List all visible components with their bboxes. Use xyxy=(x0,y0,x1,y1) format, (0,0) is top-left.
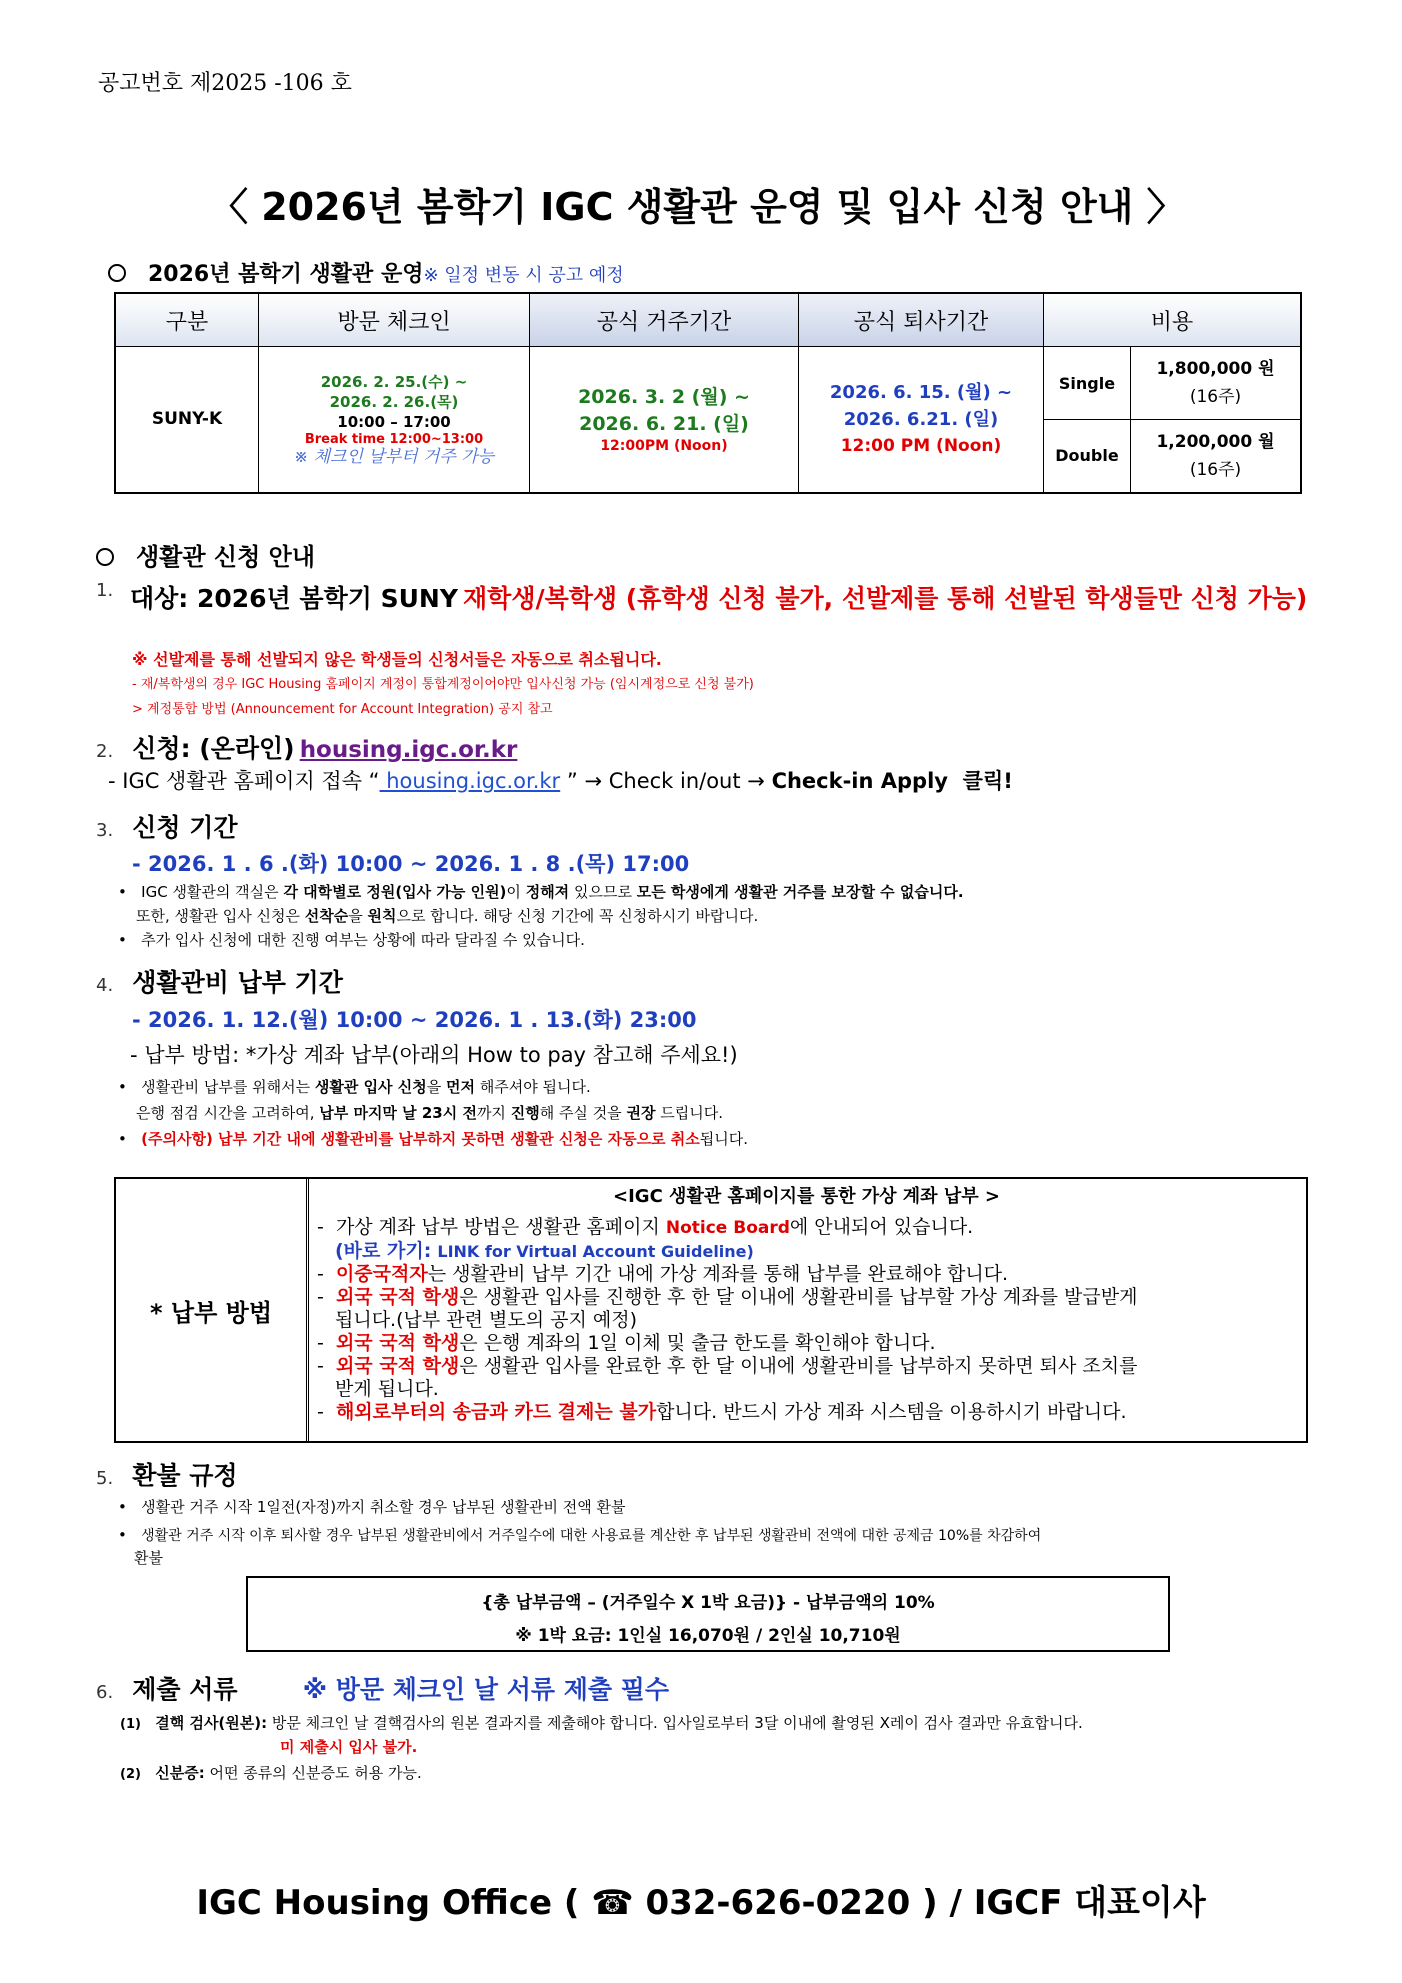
housing-url-link[interactable]: housing.igc.or.kr xyxy=(299,737,518,763)
refund-formula: {총 납부금액 – (거주일수 X 1박 요금)} - 납부금액의 10% xyxy=(481,1593,935,1613)
payment-method-details: <IGC 생활관 홈페이지를 통한 가상 계좌 납부 > - 가상 계좌 납부 방법은 생활관 홈페이지 Notice Board에 안내되어 있습니다. (바로 가기: LINK for Virtual Account Guideline) - 이중국적자는 생활관비 납부 기간 내에 가상 계좌를 통해 납부를 완료해야 합니다. - 외국 국적 학생은 생활관 입사를 진행한 후 한 달 이내에 생활관비를 납부할 가상 계좌를 발급받게 됩니다.(납부 관련 별도의 공지 예정) - 외국 국적 학생은 은행 계좌의 1일 이체 및 출금 한도를 확인해야 합니다. - 외국 국적 학생은 생활관 입사를 완료한 후 한 달 이내에 생활관비를 납부하지 못하면 퇴사 조치를 받게 됩니다. - 해외로부터의 송금과 카드 결제는 불가합니다. 반드시 가상 계좌 시스템을 이용하시기 바랍니다. xyxy=(317,1186,1138,1423)
documents-list: (1) 결핵 검사(원본): 방문 체크인 날 결핵검사의 원본 결과지를 제출해야 합니다. 입사일로부터 3달 이내에 촬영된 X레이 검사 결과만 유효합니다. 미 제출시 입사 불가. (2) 신분증: 어떤 종류의 신분증도 허용 가능. xyxy=(120,1714,1083,1782)
single-price-cell: 1,800,000 원 (16주) xyxy=(1131,347,1302,420)
residence-cell: 2026. 3. 2 (월) ~ 2026. 6. 21. (일) 12:00PM (Noon) xyxy=(530,347,799,493)
notice-number: 공고번호 제2025 -106 호 xyxy=(98,71,352,96)
item-documents: 6. 제출 서류 ※ 방문 체크인 날 서류 제출 필수 xyxy=(96,1675,670,1704)
payment-bullets: • 생활관비 납부를 위해서는 생활관 입사 신청을 먼저 해주셔야 됩니다. 은행 점검 시간을 고려하여, 납부 마지막 날 23시 전까지 진행해 주실 것을 권장 드립니다. • (주의사항) 납부 기간 내에 생활관비를 납부하지 못하면 생활관 신청은 자동으로 취소됩니다. xyxy=(118,1078,749,1148)
refund-formula-box xyxy=(246,1576,1170,1652)
schedule-table xyxy=(114,292,1302,494)
header-checkout: 공식 퇴사기간 xyxy=(799,293,1044,347)
single-label: Single xyxy=(1044,347,1131,420)
phone-icon: ☎ xyxy=(591,1883,634,1923)
section-operation-heading: 2026년 봄학기 생활관 운영※ 일정 변동 시 공고 예정 xyxy=(108,257,624,288)
payment-period: - 2026. 1. 12.(월) 10:00 ~ 2026. 1 . 13.(화) 23:00 xyxy=(132,1008,697,1032)
payment-method-line: - 납부 방법: *가상 계좌 납부(아래의 How to pay 참고해 주세요!) xyxy=(130,1043,738,1067)
campus-cell: SUNY-K xyxy=(115,347,259,493)
item-target: 1. 대상: 2026년 봄학기 SUNY 재학생/복학생 (휴학생 신청 불가, 선발제를 통해 선발된 학생들만 신청 가능) xyxy=(96,580,1308,613)
header-residence: 공식 거주기간 xyxy=(530,293,799,347)
target-note-1: ※ 선발제를 통해 선발되지 않은 학생들의 신청서들은 자동으로 취소됩니다. xyxy=(132,650,662,669)
header-checkin: 방문 체크인 xyxy=(259,293,530,347)
housing-url-inline-link[interactable]: housing.igc.or.kr xyxy=(379,769,561,793)
footer-contact: IGC Housing Office ( ☎ 032-626-0220 ) / IGCF 대표이사 xyxy=(196,1883,1206,1923)
section-application-heading: 생활관 신청 안내 xyxy=(96,537,315,572)
target-note-3: > 계정통합 방법 (Announcement for Account Integration) 공지 참고 xyxy=(132,702,553,717)
item-refund: 5. 환불 규정 xyxy=(96,1461,238,1490)
double-label: Double xyxy=(1044,420,1131,493)
checkin-cell: 2026. 2. 25.(수) ~ 2026. 2. 26.(목) 10:00 – 17:00 Break time 12:00~13:00 ※ 체크인 날부터 거주 가능 xyxy=(259,347,530,493)
table-row xyxy=(115,347,1301,420)
header-cost: 비용 xyxy=(1044,293,1302,347)
payment-method-label: * 납부 방법 xyxy=(116,1179,309,1441)
target-note-2: - 재/복학생의 경우 IGC Housing 홈페이지 계정이 통합계정이어야만 입사신청 가능 (임시계정으로 신청 불가) xyxy=(132,677,754,692)
virtual-account-guideline-link[interactable]: LINK for Virtual Account Guideline) xyxy=(437,1242,754,1261)
period-bullets: • IGC 생활관의 객실은 각 대학별로 정원(입사 가능 인원)이 정해져 있으므로 모든 학생에게 생활관 거주를 보장할 수 없습니다. 또한, 생활관 입사 신청은 선착순을 원칙으로 합니다. 해당 신청 기간에 꼭 신청하시기 바랍니다. • 추가 입사 신청에 대한 진행 여부는 상황에 따라 달라질 수 있습니다. xyxy=(118,883,964,949)
schedule-note: ※ 일정 변동 시 공고 예정 xyxy=(423,265,624,286)
checkout-cell: 2026. 6. 15. (월) ~ 2026. 6.21. (일) 12:00 PM (Noon) xyxy=(799,347,1044,493)
table-header-row xyxy=(115,293,1301,347)
item-payment: 4. 생활관비 납부 기간 xyxy=(96,968,343,997)
double-price-cell: 1,200,000 월 (16주) xyxy=(1131,420,1302,493)
header-category: 구분 xyxy=(115,293,259,347)
circle-bullet-icon xyxy=(96,548,114,566)
page-title: 〈 2026년 봄학기 IGC 생활관 운영 및 입사 신청 안내 〉 xyxy=(210,185,1185,229)
nightly-rate: ※ 1박 요금: 1인실 16,070원 / 2인실 10,710원 xyxy=(515,1626,901,1646)
circle-bullet-icon xyxy=(108,264,126,282)
item-period: 3. 신청 기간 xyxy=(96,813,238,842)
refund-bullets: • 생활관 거주 시작 1일전(자정)까지 취소할 경우 납부된 생활관비 전액 환불 • 생활관 거주 시작 이후 퇴사할 경우 납부된 생활관비에서 거주일수에 대한 사용료를 계산한 후 납부된 생활관비 전액에 대한 공제금 10%를 차감하여 환불 xyxy=(118,1498,1042,1567)
phone-number: 032-626-0220 xyxy=(645,1883,911,1923)
apply-instructions: - IGC 생활관 홈페이지 접속 “ housing.igc.or.kr ” → Check in/out → Check-in Apply 클릭! xyxy=(108,769,1013,793)
payment-method-box xyxy=(114,1177,1308,1443)
item-apply: 2. 신청: (온라인) housing.igc.or.kr xyxy=(96,734,518,763)
application-period: - 2026. 1 . 6 .(화) 10:00 ~ 2026. 1 . 8 .(목) 17:00 xyxy=(132,852,690,876)
documents-note: ※ 방문 체크인 날 서류 제출 필수 xyxy=(302,1675,670,1704)
